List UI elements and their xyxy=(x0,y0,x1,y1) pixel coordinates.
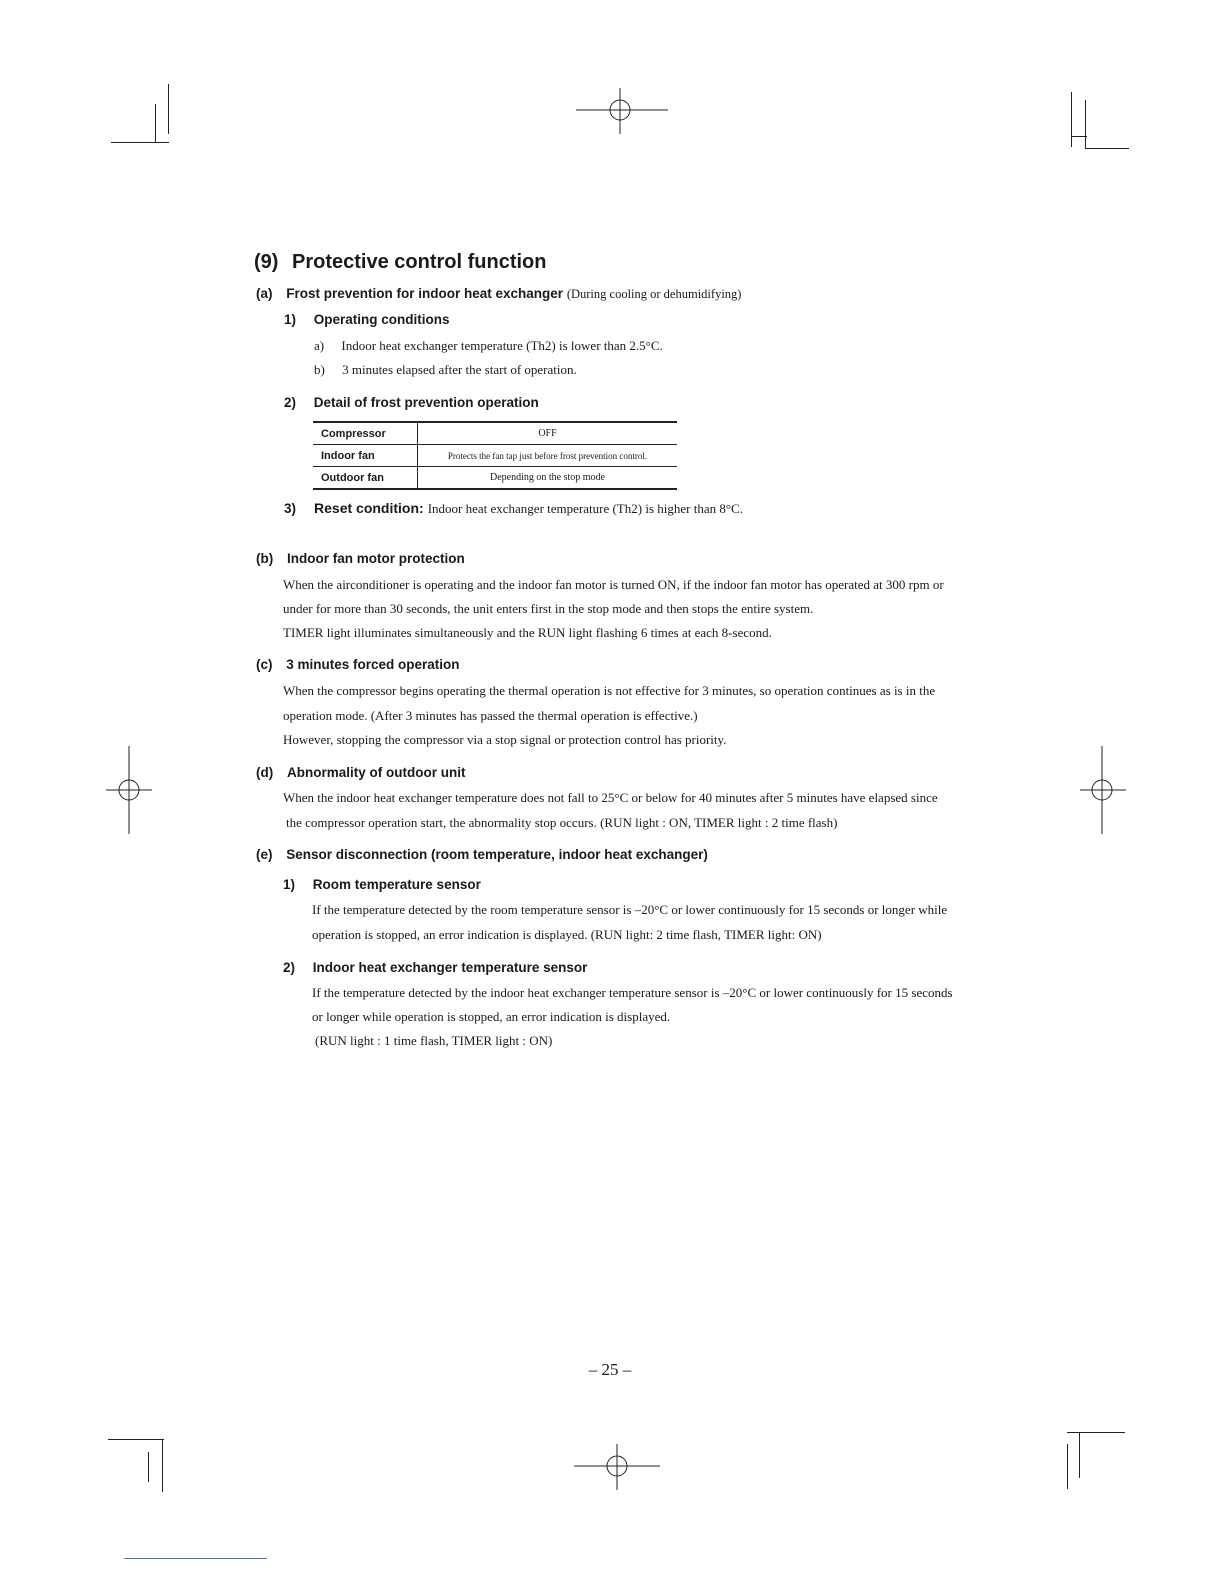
list-item-tag: a) xyxy=(314,338,325,353)
heading-b-tag: (b) xyxy=(256,551,274,566)
heading-a-title: Frost prevention for indoor heat exchanger xyxy=(286,286,564,301)
subheading-a2 xyxy=(284,395,539,410)
subheading-e2-title: Indoor heat exchanger temperature sensor xyxy=(312,960,588,975)
heading-e xyxy=(256,847,708,862)
table-row-value: OFF xyxy=(418,422,678,445)
registration-mark-top xyxy=(574,86,670,136)
table-row-label: Compressor xyxy=(313,422,418,445)
list-item-tag: b) xyxy=(314,362,325,377)
reset-condition xyxy=(284,500,743,518)
subheading-a2-num: 2) xyxy=(284,395,297,410)
table-row xyxy=(313,467,677,490)
page-number: – 25 – xyxy=(588,1360,632,1379)
reset-condition-title: Reset condition: xyxy=(314,500,424,516)
list-item-text: Indoor heat exchanger temperature (Th2) is lower than 2.5°C. xyxy=(341,338,663,353)
table-row-label: Indoor fan xyxy=(313,445,418,467)
table-row xyxy=(313,422,677,445)
subheading-e2 xyxy=(283,960,587,975)
subheading-e2-num: 2) xyxy=(283,960,296,975)
heading-d xyxy=(256,765,466,780)
paragraph-line: If the temperature detected by the indoor heat exchanger temperature sensor is –20°C or lower continuously for 15 seconds xyxy=(312,985,953,1000)
heading-a-note: (During cooling or dehumidifying) xyxy=(566,287,742,301)
section-title: Protective control function xyxy=(292,251,547,273)
paragraph-line: operation mode. (After 3 minutes has passed the thermal operation is effective.) xyxy=(283,708,698,723)
subheading-a1-num: 1) xyxy=(284,312,297,327)
heading-d-title: Abnormality of outdoor unit xyxy=(287,765,466,780)
section-heading xyxy=(254,251,546,274)
frost-prevention-table xyxy=(313,421,677,490)
heading-e-title: Sensor disconnection (room temperature, indoor heat exchanger) xyxy=(286,847,708,862)
paragraph-line: When the airconditioner is operating and the indoor fan motor is turned ON, if the indoor fan motor has operated at 300 rpm or xyxy=(283,577,944,592)
registration-mark-left xyxy=(104,744,154,836)
subheading-e1-title: Room temperature sensor xyxy=(312,877,481,892)
paragraph-line: If the temperature detected by the room temperature sensor is –20°C or lower continuously for 15 seconds or longer while xyxy=(312,902,948,917)
table-row-value: Protects the fan tap just before frost prevention control. xyxy=(418,445,678,467)
paragraph-line: operation is stopped, an error indication is displayed. (RUN light: 2 time flash, TIMER light: ON) xyxy=(312,927,822,942)
table-row xyxy=(313,445,677,467)
paragraph-line: When the compressor begins operating the thermal operation is not effective for 3 minutes, so operation continues as is in the xyxy=(283,683,936,698)
list-item-text: 3 minutes elapsed after the start of operation. xyxy=(342,362,577,377)
heading-c xyxy=(256,657,460,672)
subheading-e1 xyxy=(283,877,481,892)
paragraph-line: or longer while operation is stopped, an error indication is displayed. xyxy=(312,1009,671,1024)
paragraph-line: the compressor operation start, the abnormality stop occurs. (RUN light : ON, TIMER light : 2 time flash) xyxy=(286,815,838,830)
subheading-a2-title: Detail of frost prevention operation xyxy=(313,395,539,410)
table-row-label: Outdoor fan xyxy=(313,467,418,490)
paragraph-line: TIMER light illuminates simultaneously and the RUN light flashing 6 times at each 8-second. xyxy=(283,625,772,640)
heading-c-tag: (c) xyxy=(256,657,273,672)
heading-b xyxy=(256,551,465,566)
footer-rule xyxy=(124,1558,267,1559)
registration-mark-bottom xyxy=(572,1442,662,1492)
heading-b-title: Indoor fan motor protection xyxy=(287,551,465,566)
reset-condition-num: 3) xyxy=(284,501,297,516)
heading-e-tag: (e) xyxy=(256,847,273,862)
heading-c-title: 3 minutes forced operation xyxy=(286,657,460,672)
section-number: (9) xyxy=(254,251,279,273)
paragraph-line: When the indoor heat exchanger temperature does not fall to 25°C or below for 40 minutes after 5 minutes have elapsed since xyxy=(283,790,938,805)
list-item xyxy=(314,338,663,354)
list-item xyxy=(314,362,577,378)
heading-d-tag: (d) xyxy=(256,765,274,780)
heading-a xyxy=(256,286,741,302)
paragraph-line: (RUN light : 1 time flash, TIMER light : ON) xyxy=(315,1033,553,1048)
subheading-a1-title: Operating conditions xyxy=(313,312,450,327)
heading-a-tag: (a) xyxy=(256,286,273,301)
reset-condition-text: Indoor heat exchanger temperature (Th2) is higher than 8°C. xyxy=(427,501,743,516)
paragraph-line: However, stopping the compressor via a stop signal or protection control has priority. xyxy=(283,732,727,747)
table-row-value: Depending on the stop mode xyxy=(418,467,678,490)
subheading-a1 xyxy=(284,312,450,327)
subheading-e1-num: 1) xyxy=(283,877,296,892)
paragraph-line: under for more than 30 seconds, the unit enters first in the stop mode and then stops the entire system. xyxy=(283,601,814,616)
registration-mark-right xyxy=(1078,744,1128,836)
